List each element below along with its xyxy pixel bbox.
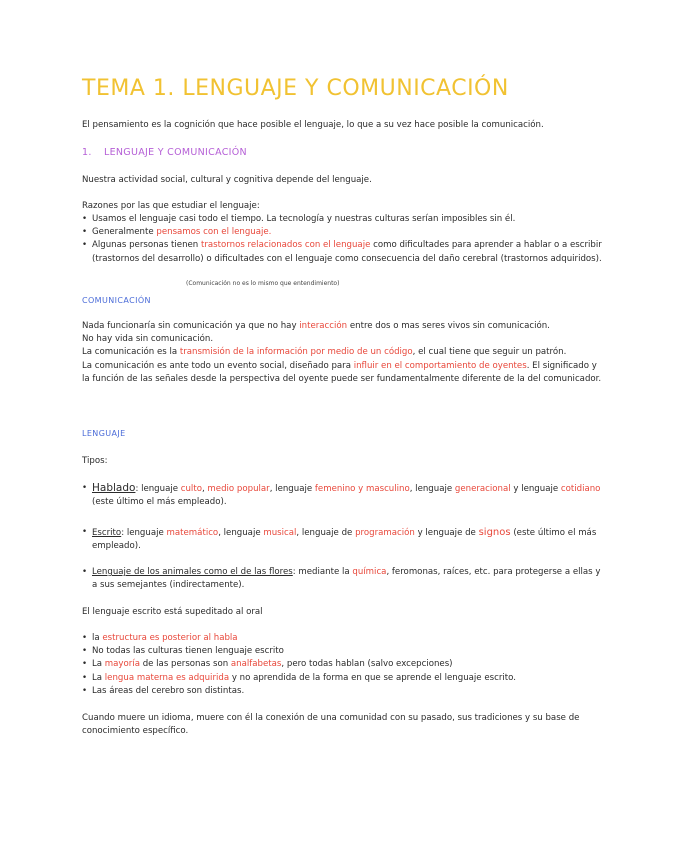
list-item: • Lenguaje de los animales como el de las flores: mediante la química, feromonas, raíces, etc. para protegerse a ellas y a sus semejantes (indirectamente). xyxy=(92,566,602,592)
list-item: • Generalmente pensamos con el lenguaje. xyxy=(92,226,602,239)
list-item: • La mayoría de las personas son analfabetas, pero todas hablan (salvo excepciones) xyxy=(92,658,602,671)
list-item: • La lengua materna es adquirida y no aprendida de la forma en que se aprende el lenguaje escrito. xyxy=(92,672,602,685)
list-item: • Hablado: lenguaje culto, medio popular, lenguaje femenino y masculino, lenguaje generacional y lenguaje cotidiano (este último el más empleado). xyxy=(92,482,602,509)
list-item: • Las áreas del cerebro son distintas. xyxy=(92,685,602,698)
razones-intro: Razones por las que estudiar el lenguaje: xyxy=(82,201,260,211)
list-item: • Algunas personas tienen trastornos relacionados con el lenguaje como dificultades para aprender a hablar o a escribir (trastornos del desarrollo) o dificultades con el lenguaje como consecuencia del daño cerebral (trastornos adquiridos). xyxy=(92,239,602,265)
actividad-paragraph: Nuestra actividad social, cultural y cognitiva depende del lenguaje. xyxy=(82,175,372,185)
section-heading-1 xyxy=(82,147,247,158)
supeditado-paragraph: El lenguaje escrito está supeditado al oral xyxy=(82,607,263,617)
tipos-label: Tipos: xyxy=(82,456,108,466)
paragraph: La comunicación es la transmisión de la información por medio de un código, el cual tiene que seguir un patrón. xyxy=(82,347,567,358)
razones-list xyxy=(82,213,602,266)
list-item: • Usamos el lenguaje casi todo el tiempo. La tecnología y nuestras culturas serían imposibles sin él. xyxy=(92,213,602,226)
section-number: 1. xyxy=(82,147,92,158)
section-label: LENGUAJE Y COMUNICACIÓN xyxy=(104,147,247,158)
side-note: (Comunicación no es lo mismo que entendimiento) xyxy=(186,280,340,287)
list-item: • No todas las culturas tienen lenguaje escrito xyxy=(92,645,602,658)
closing-paragraph: Cuando muere un idioma, muere con él la conexión de una comunidad con su pasado, sus tradiciones y su base de conocimiento específico. xyxy=(82,713,580,737)
intro-paragraph: El pensamiento es la cognición que hace posible el lenguaje, lo que a su vez hace posible la comunicación. xyxy=(82,120,544,130)
tipos-animales xyxy=(82,566,602,592)
paragraph: La comunicación es ante todo un evento social, diseñado para influir en el comportamiento de oyentes. El significado y la función de las señales desde la perspectiva del oyente puede ser fundamentalmente diferente de la del comunicador. xyxy=(82,360,602,384)
lenguaje-heading: LENGUAJE xyxy=(82,429,126,438)
paragraph: Nada funcionaría sin comunicación ya que no hay interacción entre dos o mas seres vivos sin comunicación. xyxy=(82,321,550,331)
paragraph: No hay vida sin comunicación. xyxy=(82,334,214,345)
tipos-escrito xyxy=(82,526,602,553)
comunicacion-body xyxy=(82,320,602,386)
list-item: • Escrito: lenguaje matemático, lenguaje musical, lenguaje de programación y lenguaje de signos (este último el más empleado). xyxy=(92,526,602,553)
list-item: • la estructura es posterior al habla xyxy=(92,632,602,645)
comunicacion-heading: COMUNICACIÓN xyxy=(82,296,151,305)
supeditado-list xyxy=(82,632,602,698)
page-title: TEMA 1. LENGUAJE Y COMUNICACIÓN xyxy=(82,76,509,101)
tipos-hablado xyxy=(82,482,602,509)
